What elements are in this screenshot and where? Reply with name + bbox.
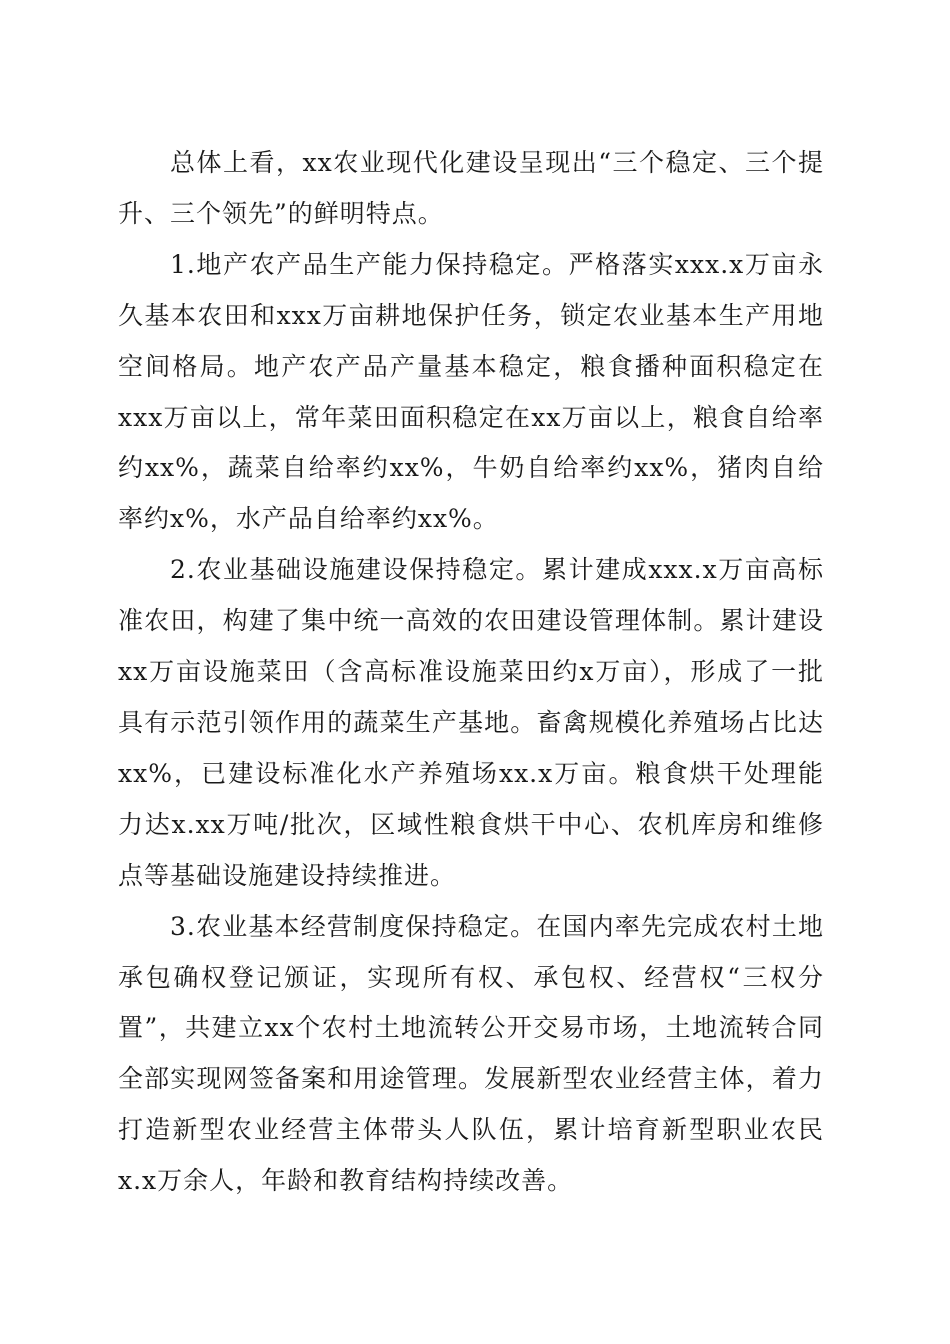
paragraph-infrastructure: 2.农业基础设施建设保持稳定。累计建成xxx.x万亩高标准农田，构建了集中统一高效的农田建设管理体制。累计建设xx万亩设施菜田（含高标准设施菜田约x万亩），形成了一批具有示范引领作用的蔬菜生产基地。畜禽规模化养殖场占比达xx%，已建设标准化水产养殖场xx.x万亩。粮食烘干处理能力达x.xx万吨/批次，区域性粮食烘干中心、农机库房和维修点等基础设施建设持续推进。 <box>118 555 824 890</box>
paragraph-production-capacity: 1.地产农产品生产能力保持稳定。严格落实xxx.x万亩永久基本农田和xxx万亩耕地保护任务，锁定农业基本生产用地空间格局。地产农产品产量基本稳定，粮食播种面积稳定在xxx万亩以上，常年菜田面积稳定在xx万亩以上，粮食自给率约xx%，蔬菜自给率约xx%，牛奶自给率约xx%，猪肉自给率约x%，水产品自给率约xx%。 <box>118 249 824 534</box>
paragraph-management-system: 3.农业基本经营制度保持稳定。在国内率先完成农村土地承包确权登记颁证，实现所有权、承包权、经营权“三权分置”，共建立xx个农村土地流转公开交易市场，土地流转合同全部实现网签备案和用途管理。发展新型农业经营主体，着力打造新型农业经营主体带头人队伍，累计培育新型职业农民x.x万余人，年龄和教育结构持续改善。 <box>118 911 824 1196</box>
document-body <box>118 138 824 1207</box>
paragraph-summary: 总体上看，xx农业现代化建设呈现出“三个稳定、三个提升、三个领先”的鲜明特点。 <box>118 148 824 228</box>
